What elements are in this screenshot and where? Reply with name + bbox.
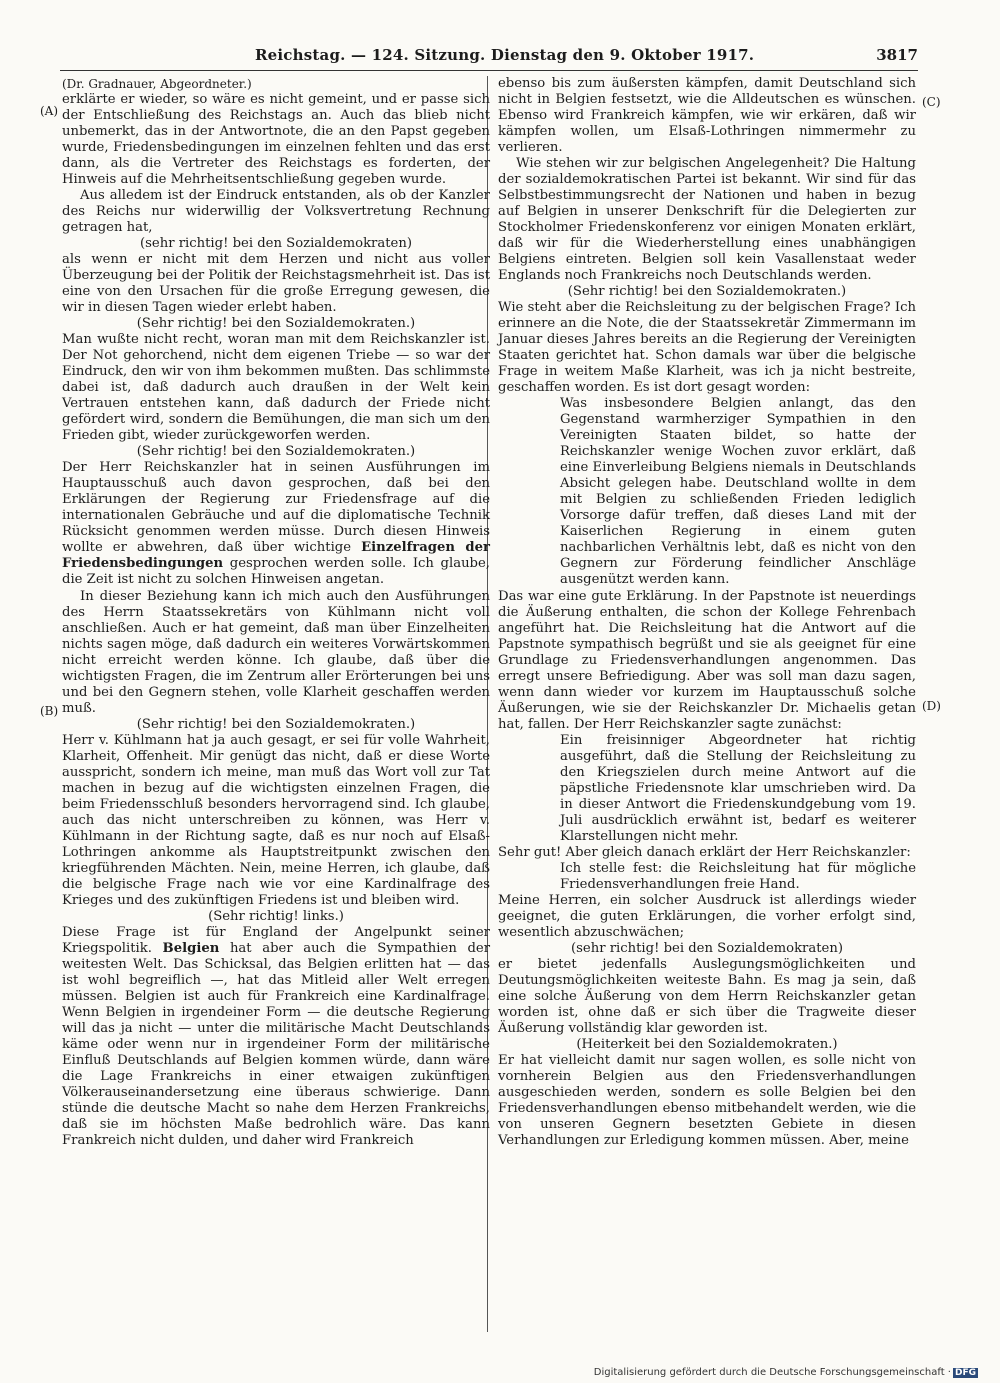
footer-text: Digitalisierung gefördert durch die Deutsche Forschungsgemeinschaft · [593, 1367, 951, 1378]
margin-marker-a: (A) [40, 104, 59, 118]
text-run: hat aber auch die Sympathien der weitesten Welt. Das Schicksal, das Belgien erlitten hat — das ist wohl begreiflich —, hat das Mitleid aller Welt erregen müssen. Belgien ist auch für Frankreich eine Kardinalfrage. Wenn Belgien in irgendeiner Form — die deutsche Regierung will das ja nicht — unter die militärische Macht Deutschlands käme oder wenn nur in irgendeiner Form der militärische Einfluß Deutschlands auf Belgien kommen würde, dann wäre die Lage Frankreichs in einer etwaigen zukünftigen Völkerauseinandersetzung eine überaus schwierige. Dann stünde die deutsche Macht so nahe dem Herzen Frankreichs, daß sie im höchsten Maße bedrohlich wäre. Das kann Frankreich nicht dulden, und daher wird Frankreich [62, 940, 490, 1149]
interjection: (Sehr richtig! bei den Sozialdemokraten.) [136, 316, 416, 332]
paragraph: ebenso bis zum äußersten kämpfen, damit Deutschland sich nicht in Belgien festsetzt, wie die Alldeutschen es wünschen. Ebenso wird Frankreich kämpfen, wie wir erkären, daß wir kämpfen wollen, um Elsaß-Lothringen nimmermehr zu verlieren. [498, 76, 916, 156]
interjection: (Sehr richtig! bei den Sozialdemokraten.) [567, 284, 847, 300]
paragraph: als wenn er nicht mit dem Herzen und nicht aus voller Überzeugung bei der Politik der Reichstagsmehrheit ist. Das ist eine von den Ursachen für die große Erregung gewesen, die wir in diesen Tagen wieder erlebt haben. [62, 252, 490, 316]
paragraph [62, 925, 490, 1149]
paragraph: erklärte er wieder, so wäre es nicht gemeint, und er passe sich der Entschließung des Reichstags an. Auch das blieb nicht unbemerkt, das in der Antwortnote, die an den Papst gegeben wurde, Friedensbedingungen im einzelnen fehlten und das erst dann, als die Vertreter des Reichstags es forderten, der Hinweis auf die Mehrheitsentschließung gegeben wurde. [62, 92, 490, 188]
text-run: gesprochen werden solle. Ich glaube, die Zeit ist nicht zu solchen Hinweisen angetan. [62, 556, 490, 588]
quotation: Ich stelle fest: die Reichsleitung hat für mögliche Friedensverhandlungen freie Hand. [560, 860, 916, 892]
quotation: Ein freisinniger Abgeordneter hat richtig ausgeführt, daß die Stellung der Reichsleitung zu den Kriegszielen durch meine Antwort auf die päpstliche Friedensnote klar umschrieben wird. Da in dieser Antwort die Friedenskundgebung vom 19. Juli ausdrücklich erwähnt ist, bedarf es weiterer Klarstellungen nicht mehr. [560, 732, 916, 844]
dfg-logo: DFG [954, 1368, 976, 1378]
paragraph: Meine Herren, ein solcher Ausdruck ist allerdings wieder geeignet, die guten Erklärungen, die vorher erfolgt sind, wesentlich abzuschwächen; [498, 892, 916, 940]
bold-phrase: Einzelfragen der Friedensbedingungen [62, 540, 490, 572]
interjection: (Sehr richtig! links.) [208, 908, 344, 924]
page-header [60, 46, 918, 72]
paragraph: Sehr gut! Aber gleich danach erklärt der Herr Reichskanzler: [498, 844, 911, 860]
paragraph [62, 460, 490, 588]
interjection: (Sehr richtig! bei den Sozialdemokraten.) [136, 444, 416, 460]
page-number: 3817 [876, 46, 918, 64]
left-column [62, 76, 490, 1149]
margin-marker-b: (B) [40, 704, 59, 718]
right-column [498, 76, 916, 1149]
paragraph: Er hat vielleicht damit nur sagen wollen, es solle nicht von vornherein Belgien aus den Friedensverhandlungen ausgeschieden werden, sondern es solle Belgien bei den Friedensverhandlungen ebenso mitbehandelt werden, wie die von unseren Gegnern besetzten Gebiete in diesen Verhandlungen zur Erledigung kommen müssen. Aber, meine [498, 1052, 916, 1149]
margin-marker-d: (D) [922, 699, 941, 713]
speaker-label: (Dr. Gradnauer, Abgeordneter.) [62, 77, 252, 91]
text-run: Diese Frage ist für England der Angelpunkt seiner Kriegspolitik. [62, 924, 490, 956]
paragraph: In dieser Beziehung kann ich mich auch den Ausführungen des Herrn Staatssekretärs von Kühlmann nicht voll anschließen. Auch er hat gemeint, daß man über Einzelheiten nichts sagen möge, daß dadurch ein weiteres Vorwärtskommen nicht erreicht werden könne. Ich glaube, daß über die wichtigsten Fragen, die im Zentrum aller Erörterungen bei uns und bei den Gegnern stehen, volle Klarheit geschaffen werden muß. [62, 588, 490, 716]
bold-phrase: Belgien [162, 940, 220, 956]
text-run: Der Herr Reichskanzler hat in seinen Ausführungen im Hauptausschuß auch davon gesprochen, daß bei den Erklärungen der Regierung zur Friedensfrage auf die internationalen Gebräuche und auf die diplomatische Technik Rücksicht genommen werden müsse. Durch diesen Hinweis wollte er abwehren, daß über wichtige [62, 460, 490, 556]
paragraph: Wie steht aber die Reichsleitung zu der belgischen Frage? Ich erinnere an die Note, die der Staatssekretär Zimmermann im Januar dieses Jahres bereits an die Regierung der Vereinigten Staaten gerichtet hat. Schon damals war über die belgische Frage in weitem Maße Klarheit, was ich ja nicht bestreite, geschaffen worden. Es ist dort gesagt worden: [498, 300, 916, 396]
interjection: (sehr richtig! bei den Sozialdemokraten) [571, 940, 843, 956]
paragraph: Wie stehen wir zur belgischen Angelegenheit? Die Haltung der sozialdemokratischen Partei ist bekannt. Wir sind für das Selbstbestimmungsrecht der Nationen und haben in bezug auf Belgien in unserer Denkschrift für die Delegierten zur Stockholmer Friedenskonferenz vor einigen Monaten erklärt, daß wir für die Wiederherstellung eines unabhängigen Belgiens eintreten. Belgien soll kein Vasallenstaat weder Englands noch Frankreichs noch Deutschlands werden. [498, 156, 916, 284]
footer-credit [594, 1367, 978, 1378]
margin-marker-c: (C) [922, 95, 941, 109]
paragraph: Man wußte nicht recht, woran man mit dem Reichskanzler ist. Der Not gehorchend, nicht dem eigenen Triebe — so war der Eindruck, den wir von ihm bekommen mußten. Das schlimmste dabei ist, daß dadurch auch draußen in der Welt kein Vertrauen entstehen kann, daß dadurch der Friede nicht gefördert wird, sondern die Bemühungen, die man sich um den Frieden gibt, wieder zurückgeworfen werden. [62, 332, 490, 444]
paragraph: er bietet jedenfalls Auslegungsmöglichkeiten und Deutungsmöglichkeiten weiteste Bahn. Es mag ja sein, daß eine solche Äußerung von dem Herrn Reichskanzler getan worden ist, ohne daß er sich über die Tragweite dieser Äußerung vollständig klar geworden ist. [498, 956, 916, 1036]
page-title: Reichstag. — 124. Sitzung. Dienstag den 9. Oktober 1917. [255, 46, 755, 64]
paragraph: Aus alledem ist der Eindruck entstanden, als ob der Kanzler des Reichs nur widerwillig der Volksvertretung Rechnung getragen hat, [62, 188, 490, 236]
quotation: Was insbesondere Belgien anlangt, das den Gegenstand warmherziger Sympathien in den Vereinigten Staaten bildet, so hatte der Reichskanzler wenige Wochen zuvor erklärt, daß eine Einverleibung Belgiens niemals in Deutschlands Absicht gelegen habe. Deutschland wollte in dem mit Belgien zu schließenden Frieden lediglich Vorsorge dafür treffen, daß dieses Land mit der Kaiserlichen Regierung in einem guten nachbarlichen Verhältnis lebt, daß es nicht von den Gegnern zur Förderung feindlicher Anschläge ausgenützt werden kann. [560, 396, 916, 588]
interjection: (Heiterkeit bei den Sozialdemokraten.) [576, 1036, 838, 1052]
paragraph: Das war eine gute Erklärung. In der Papstnote ist neuerdings die Äußerung enthalten, die schon der Kollege Fehrenbach angeführt hat. Die Reichsleitung hat die Antwort auf die Papstnote sympathisch begrüßt und sie als geeignet für eine Grundlage zu Friedensverhandlungen angenommen. Das erregt unsere Befriedigung. Aber was soll man dazu sagen, wenn dann wieder vor kurzem im Hauptausschuß solche Äußerungen, wie sie der Reichskanzler Dr. Michaelis getan hat, fallen. Der Herr Reichskanzler sagte zunächst: [498, 588, 916, 732]
interjection: (Sehr richtig! bei den Sozialdemokraten.) [136, 716, 416, 732]
interjection: (sehr richtig! bei den Sozialdemokraten) [140, 236, 412, 252]
header-rule [60, 70, 918, 71]
paragraph: Herr v. Kühlmann hat ja auch gesagt, er sei für volle Wahrheit, Klarheit, Offenheit. Mir genügt das nicht, daß er diese Worte ausspricht, sondern ich meine, man muß das Wort voll zur Tat machen in bezug auf die wichtigsten einzelnen Fragen, die beim Friedensschluß besonders hervorragend sind. Ich glaube, auch das nicht unterschreiben zu können, was Herr v. Kühlmann in der Richtung sagte, daß es nur noch auf Elsaß-Lothringen ankomme als Hauptstreitpunkt zwischen den kriegführenden Mächten. Nein, meine Herren, ich glaube, daß die belgische Frage nach wie vor eine Kardinalfrage des Krieges und des zukünftigen Friedens ist und bleiben wird. [62, 732, 490, 908]
